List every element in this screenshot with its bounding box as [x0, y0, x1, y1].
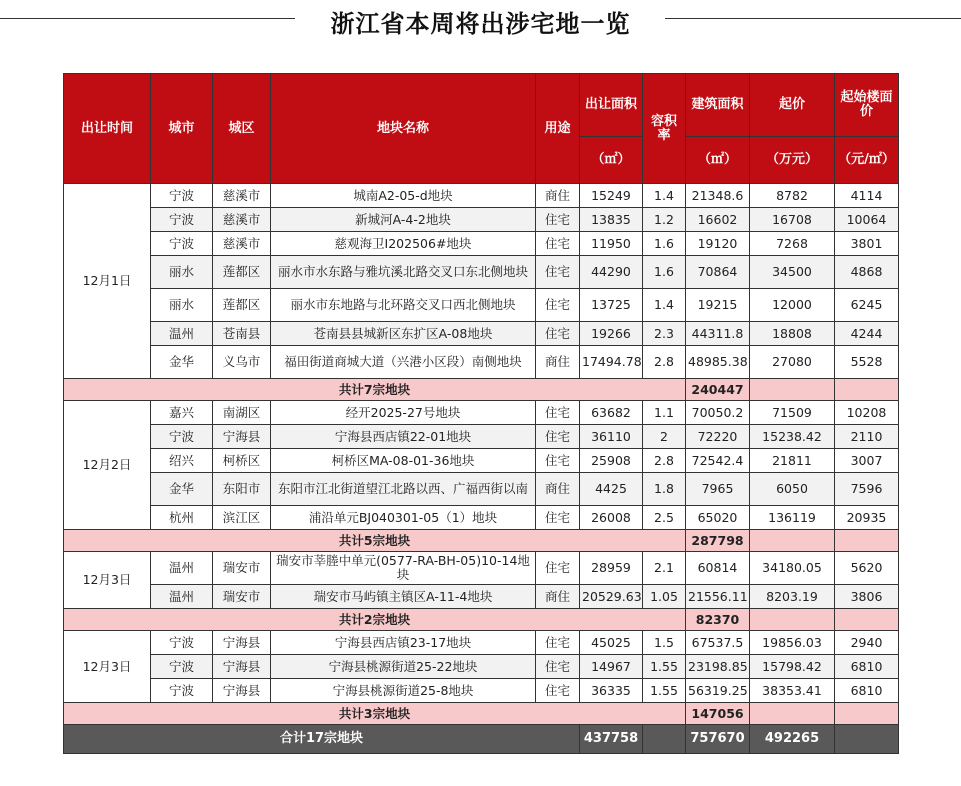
date-cell: 12月1日	[64, 184, 151, 379]
far-cell: 2.8	[643, 449, 686, 473]
start-price-cell: 8782	[750, 184, 835, 208]
table-row	[64, 401, 899, 425]
table-row	[64, 585, 899, 609]
far-cell: 1.55	[643, 655, 686, 679]
area-cell: 28959	[580, 552, 643, 585]
subtotal-label: 共计2宗地块	[64, 609, 686, 631]
district-cell: 瑞安市	[213, 585, 271, 609]
district-cell: 宁海县	[213, 679, 271, 703]
far-cell: 1.4	[643, 184, 686, 208]
district-cell: 滨江区	[213, 506, 271, 530]
use-cell: 住宅	[536, 322, 580, 346]
build-area-cell: 21348.6	[686, 184, 750, 208]
district-cell: 慈溪市	[213, 184, 271, 208]
floor-price-cell: 7596	[835, 473, 899, 506]
header-floor-unit: （元/㎡）	[835, 137, 899, 184]
use-cell: 住宅	[536, 655, 580, 679]
start-price-cell: 16708	[750, 208, 835, 232]
district-cell: 慈溪市	[213, 208, 271, 232]
table-row	[64, 679, 899, 703]
city-cell: 丽水	[151, 256, 213, 289]
subtotal-empty-cell	[750, 379, 835, 401]
build-area-cell: 60814	[686, 552, 750, 585]
start-price-cell: 7268	[750, 232, 835, 256]
header-area-unit: （㎡）	[580, 137, 643, 184]
subtotal-row	[64, 609, 899, 631]
far-cell: 2.5	[643, 506, 686, 530]
start-price-cell: 6050	[750, 473, 835, 506]
use-cell: 住宅	[536, 401, 580, 425]
table-row	[64, 425, 899, 449]
use-cell: 住宅	[536, 232, 580, 256]
floor-price-cell: 6810	[835, 679, 899, 703]
title-rule-right	[665, 18, 961, 19]
subtotal-empty-cell	[750, 703, 835, 725]
header-build-area: 建筑面积	[686, 74, 750, 137]
district-cell: 宁海县	[213, 631, 271, 655]
district-cell: 义乌市	[213, 346, 271, 379]
city-cell: 绍兴	[151, 449, 213, 473]
build-area-cell: 19120	[686, 232, 750, 256]
floor-price-cell: 2940	[835, 631, 899, 655]
table-row	[64, 506, 899, 530]
land-table	[63, 73, 899, 754]
use-cell: 商住	[536, 346, 580, 379]
city-cell: 金华	[151, 346, 213, 379]
district-cell: 宁海县	[213, 425, 271, 449]
city-cell: 宁波	[151, 232, 213, 256]
district-cell: 莲都区	[213, 289, 271, 322]
table-body	[64, 184, 899, 754]
subtotal-row	[64, 379, 899, 401]
use-cell: 住宅	[536, 449, 580, 473]
far-cell: 1.6	[643, 256, 686, 289]
header-floor-price: 起始楼面价	[835, 74, 899, 137]
subtotal-empty-cell	[835, 703, 899, 725]
far-cell: 2.1	[643, 552, 686, 585]
subtotal-label: 共计7宗地块	[64, 379, 686, 401]
table-row	[64, 322, 899, 346]
build-area-cell: 72220	[686, 425, 750, 449]
district-cell: 柯桥区	[213, 449, 271, 473]
use-cell: 住宅	[536, 256, 580, 289]
start-price-cell: 38353.41	[750, 679, 835, 703]
build-area-cell: 72542.4	[686, 449, 750, 473]
start-price-cell: 34180.05	[750, 552, 835, 585]
start-price-cell: 27080	[750, 346, 835, 379]
floor-price-cell: 4868	[835, 256, 899, 289]
build-area-cell: 67537.5	[686, 631, 750, 655]
table-header	[64, 74, 899, 184]
table-row	[64, 631, 899, 655]
far-cell: 1.05	[643, 585, 686, 609]
plot-name-cell: 宁海县西店镇22-01地块	[271, 425, 536, 449]
header-price-unit: （万元）	[750, 137, 835, 184]
table-row	[64, 449, 899, 473]
city-cell: 宁波	[151, 679, 213, 703]
build-area-cell: 70864	[686, 256, 750, 289]
plot-name-cell: 浦沿单元BJ040301-05（1）地块	[271, 506, 536, 530]
area-cell: 19266	[580, 322, 643, 346]
header-price: 起价	[750, 74, 835, 137]
floor-price-cell: 3806	[835, 585, 899, 609]
far-cell: 1.4	[643, 289, 686, 322]
far-cell: 1.5	[643, 631, 686, 655]
build-area-cell: 16602	[686, 208, 750, 232]
subtotal-empty-cell	[835, 609, 899, 631]
use-cell: 住宅	[536, 425, 580, 449]
header-district: 城区	[213, 74, 271, 184]
grand-total-price: 492265	[750, 725, 835, 754]
city-cell: 温州	[151, 322, 213, 346]
grand-total-build-area: 757670	[686, 725, 750, 754]
subtotal-build-area: 287798	[686, 530, 750, 552]
far-cell: 2	[643, 425, 686, 449]
area-cell: 17494.78	[580, 346, 643, 379]
far-cell: 2.3	[643, 322, 686, 346]
city-cell: 宁波	[151, 631, 213, 655]
area-cell: 44290	[580, 256, 643, 289]
area-cell: 14967	[580, 655, 643, 679]
floor-price-cell: 10208	[835, 401, 899, 425]
subtotal-label: 共计3宗地块	[64, 703, 686, 725]
city-cell: 丽水	[151, 289, 213, 322]
district-cell: 莲都区	[213, 256, 271, 289]
use-cell: 住宅	[536, 506, 580, 530]
table-row	[64, 552, 899, 585]
use-cell: 商住	[536, 184, 580, 208]
city-cell: 温州	[151, 552, 213, 585]
city-cell: 金华	[151, 473, 213, 506]
plot-name-cell: 福田街道商城大道（兴港小区段）南侧地块	[271, 346, 536, 379]
district-cell: 瑞安市	[213, 552, 271, 585]
plot-name-cell: 东阳市江北街道望江北路以西、广福西街以南	[271, 473, 536, 506]
subtotal-row	[64, 530, 899, 552]
area-cell: 36335	[580, 679, 643, 703]
header-date: 出让时间	[64, 74, 151, 184]
start-price-cell: 15238.42	[750, 425, 835, 449]
use-cell: 住宅	[536, 208, 580, 232]
use-cell: 住宅	[536, 289, 580, 322]
district-cell: 东阳市	[213, 473, 271, 506]
build-area-cell: 65020	[686, 506, 750, 530]
start-price-cell: 18808	[750, 322, 835, 346]
table-row	[64, 208, 899, 232]
build-area-cell: 7965	[686, 473, 750, 506]
plot-name-cell: 苍南县县城新区东扩区A-08地块	[271, 322, 536, 346]
subtotal-row	[64, 703, 899, 725]
build-area-cell: 23198.85	[686, 655, 750, 679]
area-cell: 15249	[580, 184, 643, 208]
far-cell: 1.1	[643, 401, 686, 425]
build-area-cell: 19215	[686, 289, 750, 322]
district-cell: 宁海县	[213, 655, 271, 679]
area-cell: 11950	[580, 232, 643, 256]
city-cell: 温州	[151, 585, 213, 609]
date-cell: 12月3日	[64, 552, 151, 609]
use-cell: 住宅	[536, 631, 580, 655]
floor-price-cell: 2110	[835, 425, 899, 449]
area-cell: 36110	[580, 425, 643, 449]
header-plot-name: 地块名称	[271, 74, 536, 184]
plot-name-cell: 瑞安市莘塍中单元(0577-RA-BH-05)10-14地块	[271, 552, 536, 585]
city-cell: 杭州	[151, 506, 213, 530]
district-cell: 苍南县	[213, 322, 271, 346]
start-price-cell: 12000	[750, 289, 835, 322]
table-row	[64, 346, 899, 379]
page-title: 浙江省本周将出涉宅地一览	[330, 10, 631, 38]
subtotal-empty-cell	[835, 530, 899, 552]
table-row	[64, 256, 899, 289]
table-row	[64, 655, 899, 679]
subtotal-label: 共计5宗地块	[64, 530, 686, 552]
city-cell: 宁波	[151, 655, 213, 679]
table-row	[64, 184, 899, 208]
subtotal-empty-cell	[750, 530, 835, 552]
area-cell: 13835	[580, 208, 643, 232]
start-price-cell: 136119	[750, 506, 835, 530]
plot-name-cell: 经开2025-27号地块	[271, 401, 536, 425]
start-price-cell: 21811	[750, 449, 835, 473]
build-area-cell: 44311.8	[686, 322, 750, 346]
header-city: 城市	[151, 74, 213, 184]
plot-name-cell: 慈观海卫Ⅰ202506#地块	[271, 232, 536, 256]
far-cell: 1.55	[643, 679, 686, 703]
table-row	[64, 473, 899, 506]
start-price-cell: 34500	[750, 256, 835, 289]
start-price-cell: 15798.42	[750, 655, 835, 679]
area-cell: 20529.63	[580, 585, 643, 609]
subtotal-build-area: 240447	[686, 379, 750, 401]
use-cell: 商住	[536, 473, 580, 506]
city-cell: 嘉兴	[151, 401, 213, 425]
subtotal-empty-cell	[835, 379, 899, 401]
district-cell: 南湖区	[213, 401, 271, 425]
area-cell: 13725	[580, 289, 643, 322]
plot-name-cell: 新城河A-4-2地块	[271, 208, 536, 232]
floor-price-cell: 4244	[835, 322, 899, 346]
plot-name-cell: 丽水市水东路与雅坑溪北路交叉口东北侧地块	[271, 256, 536, 289]
plot-name-cell: 瑞安市马屿镇主镇区A-11-4地块	[271, 585, 536, 609]
build-area-cell: 48985.38	[686, 346, 750, 379]
grand-total-area: 437758	[580, 725, 643, 754]
plot-name-cell: 柯桥区MA-08-01-36地块	[271, 449, 536, 473]
subtotal-empty-cell	[750, 609, 835, 631]
district-cell: 慈溪市	[213, 232, 271, 256]
area-cell: 26008	[580, 506, 643, 530]
header-area: 出让面积	[580, 74, 643, 137]
header-far: 容积率	[643, 74, 686, 184]
floor-price-cell: 6245	[835, 289, 899, 322]
build-area-cell: 21556.11	[686, 585, 750, 609]
far-cell: 1.2	[643, 208, 686, 232]
start-price-cell: 19856.03	[750, 631, 835, 655]
use-cell: 商住	[536, 585, 580, 609]
floor-price-cell: 10064	[835, 208, 899, 232]
table-row	[64, 289, 899, 322]
floor-price-cell: 3007	[835, 449, 899, 473]
city-cell: 宁波	[151, 208, 213, 232]
area-cell: 4425	[580, 473, 643, 506]
plot-name-cell: 丽水市东地路与北环路交叉口西北侧地块	[271, 289, 536, 322]
floor-price-cell: 5528	[835, 346, 899, 379]
use-cell: 住宅	[536, 552, 580, 585]
start-price-cell: 8203.19	[750, 585, 835, 609]
floor-price-cell: 6810	[835, 655, 899, 679]
plot-name-cell: 宁海县西店镇23-17地块	[271, 631, 536, 655]
city-cell: 宁波	[151, 425, 213, 449]
subtotal-build-area: 82370	[686, 609, 750, 631]
grand-total-empty-cell	[835, 725, 899, 754]
table-row	[64, 232, 899, 256]
grand-total-empty-cell	[643, 725, 686, 754]
build-area-cell: 70050.2	[686, 401, 750, 425]
far-cell: 2.8	[643, 346, 686, 379]
header-use: 用途	[536, 74, 580, 184]
floor-price-cell: 5620	[835, 552, 899, 585]
subtotal-build-area: 147056	[686, 703, 750, 725]
far-cell: 1.8	[643, 473, 686, 506]
date-cell: 12月2日	[64, 401, 151, 530]
header-build-unit: （㎡）	[686, 137, 750, 184]
floor-price-cell: 20935	[835, 506, 899, 530]
area-cell: 25908	[580, 449, 643, 473]
grand-total-row	[64, 725, 899, 754]
start-price-cell: 71509	[750, 401, 835, 425]
title-bar	[0, 0, 961, 40]
area-cell: 45025	[580, 631, 643, 655]
far-cell: 1.6	[643, 232, 686, 256]
grand-total-label: 合计17宗地块	[64, 725, 580, 754]
plot-name-cell: 宁海县桃源街道25-22地块	[271, 655, 536, 679]
city-cell: 宁波	[151, 184, 213, 208]
floor-price-cell: 3801	[835, 232, 899, 256]
plot-name-cell: 城南A2-05-d地块	[271, 184, 536, 208]
date-cell: 12月3日	[64, 631, 151, 703]
area-cell: 63682	[580, 401, 643, 425]
plot-name-cell: 宁海县桃源街道25-8地块	[271, 679, 536, 703]
floor-price-cell: 4114	[835, 184, 899, 208]
build-area-cell: 56319.25	[686, 679, 750, 703]
use-cell: 住宅	[536, 679, 580, 703]
